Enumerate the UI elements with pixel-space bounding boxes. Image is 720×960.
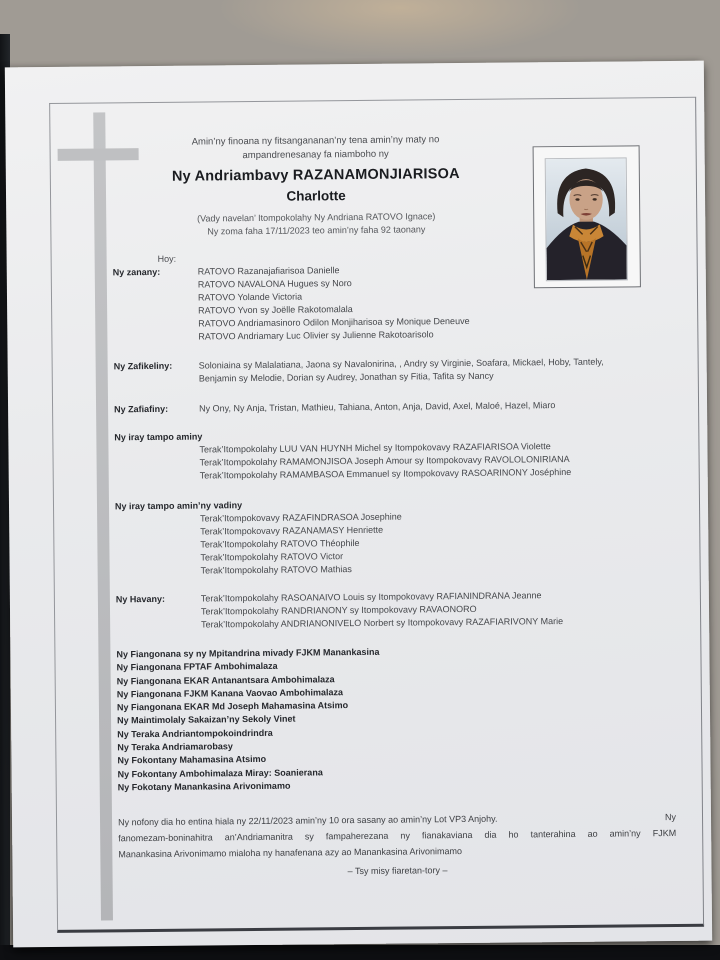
name-line: Soloniaina sy Malalatiana, Jaona sy Navalonirina, , Andry sy Virginie, Soafara, Mickael, Hoby, Tantely, [198, 356, 604, 371]
intro-line-1: Amin’ny finoana ny fitsangananan’ny tena amin’ny maty no [191, 134, 440, 148]
community-line: Ny Fiangonana sy ny Mpitandrina mivady FJKM Manankasina [116, 646, 380, 660]
name-line: Terak’Itompokolahy RAMAMONJISOA Joseph Amour sy Itompokovavy RAVOLOLONIRIANA [199, 453, 570, 468]
funeral-announcement-page [5, 61, 712, 948]
name-line: Terak’Itompokolahy RATOVO Victor [200, 551, 344, 563]
death-date-line: Ny zoma faha 17/11/2023 teo amin’ny faha 92 taonany [207, 224, 426, 237]
section-lines [199, 398, 672, 416]
name-line: RATOVO Andriamary Luc Olivier sy Julienne Rakotoarisolo [198, 329, 434, 342]
section-label: Ny Havany: [115, 593, 165, 605]
section-grandchildren [114, 355, 672, 386]
section-label: Ny Zafiafiny: [114, 403, 169, 415]
community-line: Ny Fiangonana FJKM Kanana Vaovao Ambohimalaza [116, 687, 344, 700]
name-line: Terak’Itompokolahy RATOVO Mathias [200, 564, 352, 576]
community-line: Ny Fokontany Ambohimalaza Miray: Soanierana [117, 767, 323, 779]
name-line: Terak’Itompokolahy RAMAMBASOA Emmanuel sy Itompokovavy RASOARINONY Joséphine [199, 466, 572, 481]
community-line: Ny Fiangonana EKAR Md Joseph Mahamasina Atsimo [116, 700, 349, 713]
community-line: Ny Fokotany Manankasina Arivonimamo [117, 780, 291, 793]
community-line: Ny Teraka Andriantompokoindrindra [117, 727, 273, 740]
section-siblings [114, 426, 672, 483]
closing-paragraph [118, 809, 676, 862]
section-lines [198, 261, 672, 344]
background-bottom-band [0, 945, 720, 960]
section-lines [201, 588, 674, 632]
name-line: Terak’Itompokolahy RANDRIANONY sy Itompokovavy RAVAONORO [200, 603, 477, 617]
salutation: Hoy: [157, 253, 177, 264]
closing-line-1-left: Ny nofony dia ho entina hiala ny 22/11/2023 amin’ny 10 ora sasany ao amin’ny Lot VP3 Anjohy. [117, 813, 498, 828]
announcement-text-block [49, 97, 702, 929]
name-line: Benjamin sy Melodie, Dorian sy Audrey, Jonathan sy Fitia, Tafita sy Nancy [198, 370, 494, 384]
section-spouse-siblings [115, 495, 674, 578]
name-line: Terak’Itompokovavy RAZAFINDRASOA Josephine [200, 511, 402, 524]
deceased-first-name: Charlotte [286, 188, 346, 204]
name-line: Ny Ony, Ny Anja, Tristan, Mathieu, Tahiana, Anton, Anja, David, Axel, Maloé, Hazel, Miaro [199, 400, 556, 414]
section-lines [199, 439, 672, 483]
name-line: RATOVO Andriamasinoro Odilon Monjiharisoa sy Monique Deneuve [198, 315, 470, 329]
section-relatives [116, 588, 674, 632]
community-line: Ny Fiangonana EKAR Antanantsara Ambohimalaza [116, 673, 335, 686]
announcement-header [111, 132, 520, 238]
name-line: RATOVO Yvon sy Joëlle Rakotomalala [198, 304, 353, 316]
name-line: Terak’Itompokolahy RATOVO Théophile [200, 537, 360, 550]
name-line: Terak’Itompokolahy LUU VAN HUYNH Michel sy Itompokovavy RAZAFIARISOA Violette [199, 441, 551, 455]
deceased-name-title: Ny Andriambavy RAZANAMONJIARISOA [171, 166, 460, 185]
name-line: RATOVO Razanajafiarisoa Danielle [197, 265, 340, 277]
community-line: Ny Fokontany Mahamasina Atsimo [117, 754, 267, 766]
section-lines [199, 355, 672, 386]
name-line: Terak’Itompokolahy ANDRIANONIVELO Norbert sy Itompokovavy RAZAFIARIVONY Marie [201, 616, 564, 630]
no-vigil-note: – Tsy misy fiaretan-tory – [347, 865, 448, 877]
community-line: Ny Fiangonana FPTAF Ambohimalaza [116, 661, 278, 673]
closing-line-1-right: Ny [664, 812, 677, 823]
name-line: RATOVO Yolande Victoria [197, 291, 303, 303]
community-line: Ny Maintimolaly Sakaizan’ny Sekoly Vinet [117, 714, 296, 726]
section-label: Ny iray tampo aminy [114, 431, 203, 443]
spouse-note: (Vady navelan’ Itompokolahy Ny Andriana RATOVO Ignace) [197, 211, 436, 224]
section-great-grandchildren [114, 398, 672, 416]
section-label: Ny zanany: [112, 266, 161, 278]
section-children [113, 261, 672, 344]
name-line: Terak’Itompokovavy RAZANAMASY Henriette [200, 524, 384, 537]
section-label: Ny Zafikeliny: [113, 360, 173, 372]
section-label: Ny iray tampo amin’ny vadiny [114, 500, 243, 512]
name-line: RATOVO NAVALONA Hugues sy Noro [197, 278, 352, 290]
section-lines [200, 508, 674, 578]
name-line: Terak’Itompokolahy RASOANAIVO Louis sy Itompokovavy RAFIANINDRANA Jeanne [200, 590, 542, 604]
closing-line-2: fanomezam-boninahitra an’Andriamanitra sy fampaherezana ny fianakaviana dia ho tanterahina ao amin’ny FJKM [118, 828, 677, 844]
intro-line-2: ampandrenesanay fa niamboho ny [242, 148, 389, 162]
community-line: Ny Teraka Andriamarobasy [117, 741, 233, 753]
closing-line-3: Manankasina Arivonimamo mialoha ny hanafenana azy ao Manankasina Arivonimamo [118, 846, 463, 860]
community-groups-list [116, 643, 675, 795]
